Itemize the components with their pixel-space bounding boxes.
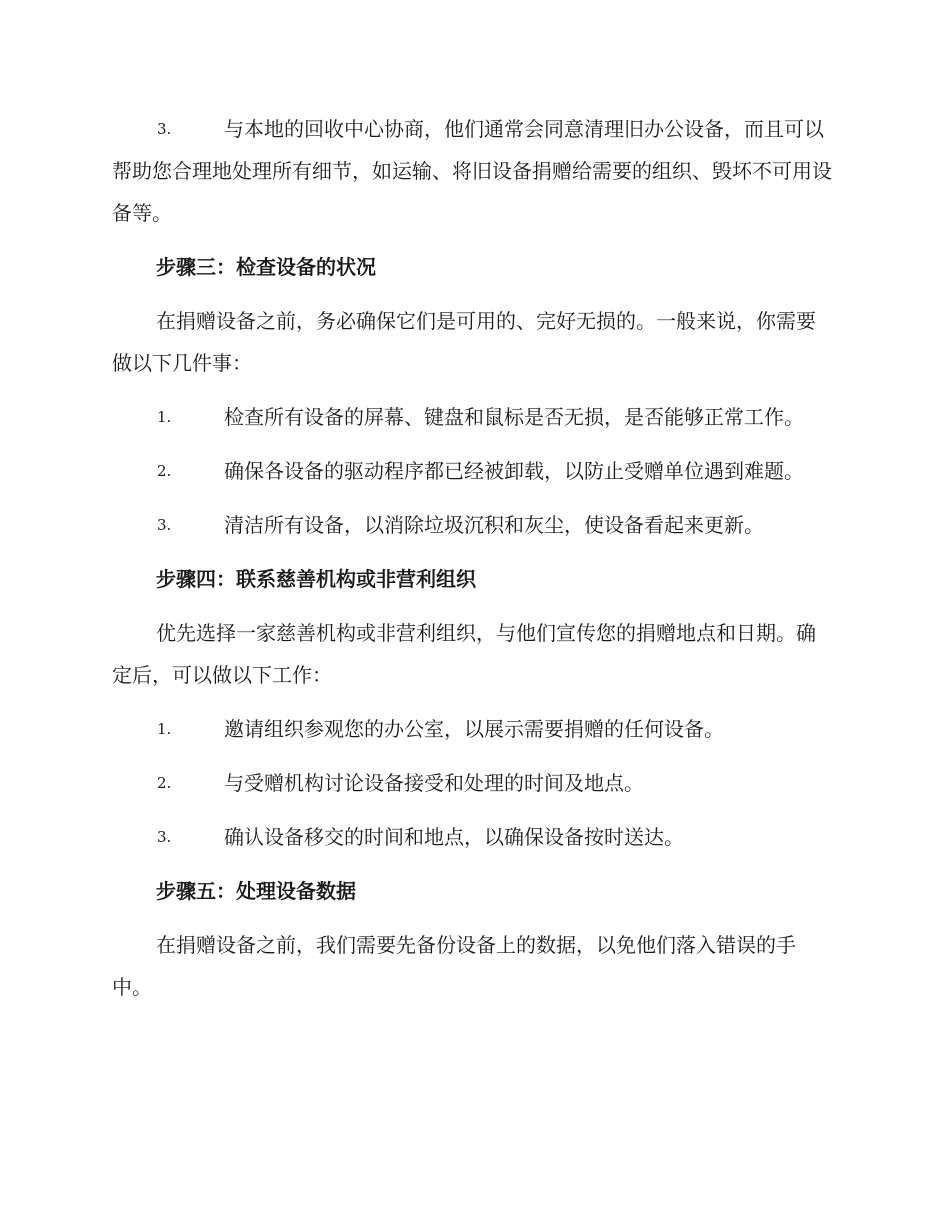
list-number: 2. [157,774,172,792]
list-item [112,396,832,438]
paragraph: 优先选择一家慈善机构或非营利组织，与他们宣传您的捐赠地点和日期。确定后，可以做以下工作： [112,621,816,687]
list-number: 3. [157,516,172,534]
list-item [112,108,832,234]
list-item [112,816,832,858]
section-heading: 步骤四：联系慈善机构或非营利组织 [156,567,476,591]
list-item-text: 与本地的回收中心协商，他们通常会同意清理旧办公设备，而且可以帮助您合理地处理所有细节，如运输、将旧设备捐赠给需要的组织、毁坏不可用设备等。 [112,117,832,225]
list-item-text: 与受赠机构讨论设备接受和处理的时间及地点。 [224,771,644,795]
list-item-text: 确保各设备的驱动程序都已经被卸载，以防止受赠单位遇到难题。 [224,459,804,483]
list-item [112,762,832,804]
list-number: 3. [157,120,172,138]
list-item [112,504,832,546]
list-item-text: 确认设备移交的时间和地点，以确保设备按时送达。 [224,825,684,849]
list-number: 1. [157,720,172,738]
list-item-text: 邀请组织参观您的办公室，以展示需要捐赠的任何设备。 [224,717,724,741]
section-heading: 步骤五：处理设备数据 [156,879,356,903]
section-heading: 步骤三：检查设备的状况 [156,255,376,279]
list-item [112,450,832,492]
paragraph: 在捐赠设备之前，我们需要先备份设备上的数据，以免他们落入错误的手中。 [112,933,796,999]
list-item-text: 检查所有设备的屏幕、键盘和鼠标是否无损，是否能够正常工作。 [224,405,804,429]
list-number: 1. [157,408,172,426]
document-body [112,108,832,1008]
list-item [112,708,832,750]
list-number: 2. [157,462,172,480]
paragraph: 在捐赠设备之前，务必确保它们是可用的、完好无损的。一般来说，你需要做以下几件事： [112,309,816,375]
list-number: 3. [157,828,172,846]
list-item-text: 清洁所有设备，以消除垃圾沉积和灰尘，使设备看起来更新。 [224,513,764,537]
